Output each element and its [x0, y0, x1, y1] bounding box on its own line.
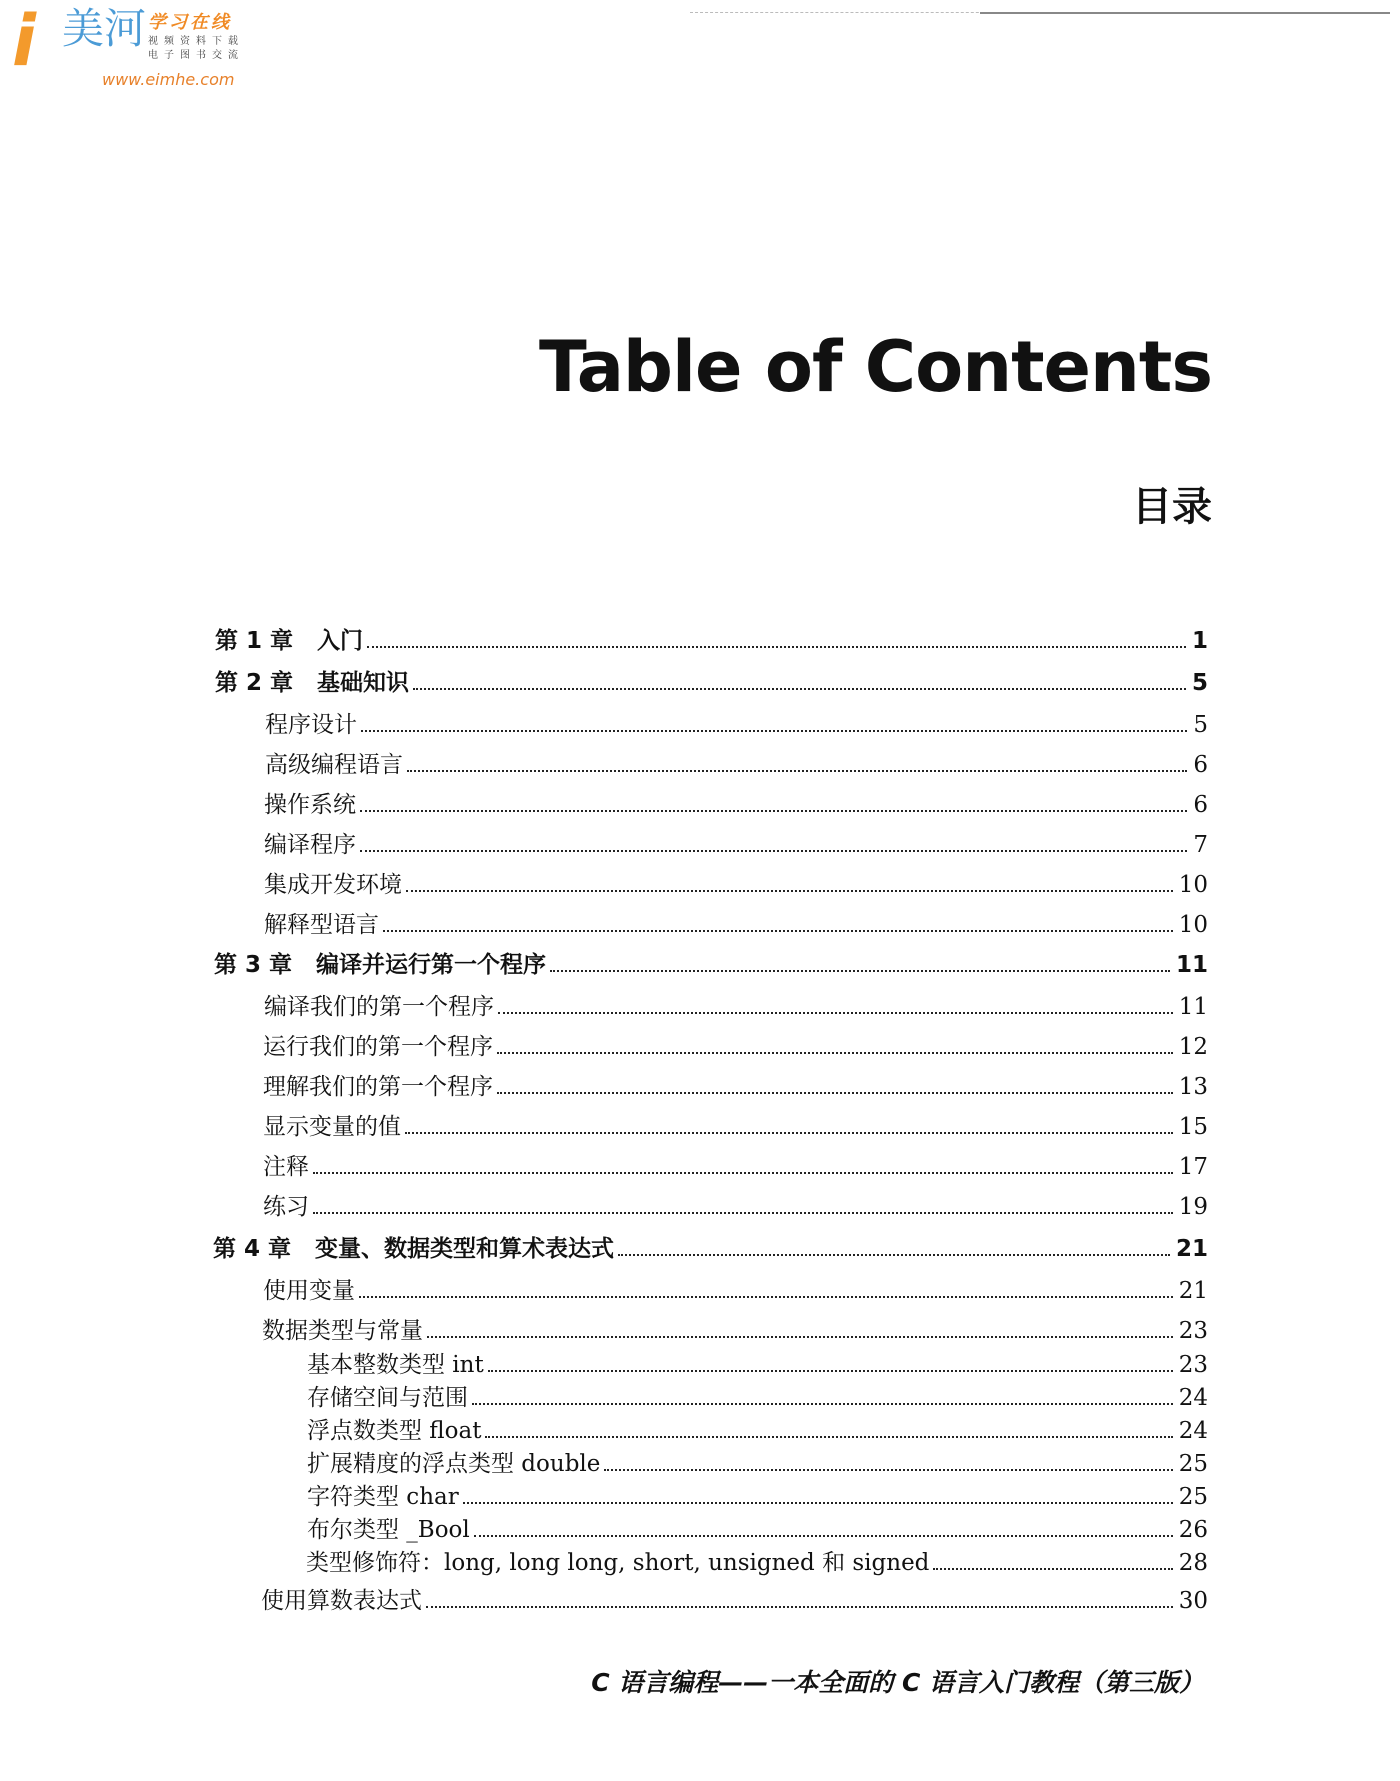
toc-entry-title: 使用算数表达式	[261, 1588, 422, 1614]
toc-section-row	[263, 1108, 1208, 1142]
toc-page-number: 23	[1178, 1352, 1208, 1378]
toc-entry-title: 练习	[263, 1194, 309, 1220]
toc-dot-leader	[427, 1336, 1173, 1338]
toc-section-row	[307, 1445, 1208, 1479]
toc-dot-leader	[550, 970, 1170, 972]
toc-section-row	[263, 1272, 1208, 1306]
toc-page-number: 1	[1191, 628, 1208, 654]
toc-dot-leader	[485, 1436, 1172, 1438]
toc-entry-title: 基本整数类型 int	[307, 1352, 484, 1378]
toc-entry-title: 操作系统	[264, 792, 356, 818]
toc-section-row	[264, 988, 1208, 1022]
toc-dot-leader	[406, 890, 1173, 892]
toc-section-row	[263, 1148, 1208, 1182]
toc-entry-title: 运行我们的第一个程序	[263, 1034, 493, 1060]
toc-entry-title: 高级编程语言	[265, 752, 403, 778]
toc-page-number: 7	[1193, 832, 1208, 858]
toc-page-number: 11	[1178, 994, 1208, 1020]
toc-chapter-number: 第 2 章	[215, 670, 294, 696]
toc-dot-leader	[463, 1502, 1173, 1504]
toc-dot-leader	[618, 1254, 1170, 1256]
toc-section-row	[263, 1068, 1208, 1102]
toc-page-number: 17	[1178, 1154, 1208, 1180]
toc-chapter-row	[213, 1230, 1208, 1264]
toc-dot-leader	[383, 930, 1173, 932]
toc-dot-leader	[413, 688, 1186, 690]
toc-dot-leader	[488, 1370, 1173, 1372]
toc-dot-leader	[472, 1403, 1173, 1405]
toc-entry-title: 数据类型与常量	[262, 1318, 423, 1344]
toc-chapter-number: 第 3 章	[214, 952, 293, 978]
watermark-logo	[6, 2, 246, 92]
toc-entry-title: 基础知识	[317, 670, 409, 696]
toc-section-row	[264, 866, 1208, 900]
toc-dot-leader	[498, 1012, 1173, 1014]
toc-entry-title: 入门	[317, 628, 363, 654]
toc-chapter-row	[214, 946, 1208, 980]
toc-page-number: 13	[1178, 1074, 1208, 1100]
toc-entry-title: 扩展精度的浮点类型 double	[307, 1451, 601, 1477]
toc-dot-leader	[360, 810, 1187, 812]
logo-tagline: 学习在线	[148, 12, 232, 33]
toc-section-row	[307, 1511, 1208, 1545]
toc-page-number: 25	[1178, 1484, 1208, 1510]
page-title: Table of Contents	[538, 326, 1212, 408]
toc-page-number: 24	[1178, 1418, 1208, 1444]
logo-url: www.eimhe.com	[102, 70, 235, 89]
toc-section-row	[263, 1188, 1208, 1222]
toc-section-row	[307, 1346, 1208, 1380]
toc-dot-leader	[497, 1052, 1173, 1054]
scan-edge-line	[980, 12, 1390, 14]
toc-page-number: 24	[1178, 1385, 1208, 1411]
toc-entry-title: 类型修饰符：long, long long, short, unsigned 和 signed	[306, 1550, 930, 1576]
page-subtitle: 目录	[1132, 484, 1212, 530]
toc-page-number: 30	[1178, 1588, 1208, 1614]
toc-dot-leader	[313, 1212, 1173, 1214]
toc-entry-title: 程序设计	[265, 712, 357, 738]
toc-page-number: 26	[1178, 1517, 1208, 1543]
toc-dot-leader	[367, 646, 1186, 648]
toc-section-row	[306, 1544, 1208, 1578]
toc-dot-leader	[426, 1606, 1173, 1608]
toc-section-row	[263, 1028, 1208, 1062]
toc-entry-title: 解释型语言	[264, 912, 379, 938]
toc-dot-leader	[497, 1092, 1173, 1094]
toc-section-row	[264, 906, 1208, 940]
toc-dot-leader	[313, 1172, 1173, 1174]
toc-entry-title: 编译我们的第一个程序	[264, 994, 494, 1020]
toc-page-number: 6	[1193, 792, 1208, 818]
toc-entry-title: 使用变量	[263, 1278, 355, 1304]
toc-entry-title: 变量、数据类型和算术表达式	[315, 1236, 614, 1262]
toc-chapter-number: 第 4 章	[213, 1236, 292, 1262]
toc-dot-leader	[405, 1132, 1173, 1134]
toc-page-number: 11	[1175, 952, 1208, 978]
toc-chapter-number: 第 1 章	[215, 628, 294, 654]
logo-sub-2: 电子图书交流	[148, 50, 244, 61]
toc-page-number: 5	[1193, 712, 1208, 738]
footer-book-title: C 语言编程——一本全面的 C 语言入门教程（第三版）	[591, 1668, 1204, 1697]
toc-page-number: 28	[1178, 1550, 1208, 1576]
toc-entry-title: 字符类型 char	[307, 1484, 459, 1510]
toc-page-number: 21	[1175, 1236, 1208, 1262]
toc-section-row	[262, 1312, 1208, 1346]
toc-entry-title: 集成开发环境	[264, 872, 402, 898]
toc-entry-title: 显示变量的值	[263, 1114, 401, 1140]
toc-dot-leader	[933, 1568, 1172, 1570]
toc-dot-leader	[359, 1296, 1173, 1298]
toc-section-row	[307, 1412, 1208, 1446]
toc-entry-title: 理解我们的第一个程序	[263, 1074, 493, 1100]
toc-section-row	[261, 1582, 1208, 1616]
toc-page-number: 6	[1193, 752, 1208, 778]
toc-dot-leader	[361, 730, 1187, 732]
toc-entry-title: 编译程序	[264, 832, 356, 858]
toc-section-row	[307, 1379, 1208, 1413]
toc-entry-title: 浮点数类型 float	[307, 1418, 482, 1444]
toc-page-number: 19	[1178, 1194, 1208, 1220]
toc-page-number: 23	[1178, 1318, 1208, 1344]
toc-dot-leader	[407, 770, 1187, 772]
toc-section-row	[265, 746, 1208, 780]
toc-entry-title: 布尔类型 _Bool	[307, 1517, 470, 1543]
toc-dot-leader	[474, 1535, 1173, 1537]
toc-page-number: 12	[1178, 1034, 1208, 1060]
logo-sub-1: 视频资料下载	[148, 36, 244, 47]
toc-section-row	[264, 826, 1208, 860]
toc-section-row	[307, 1478, 1208, 1512]
toc-chapter-row	[215, 622, 1208, 656]
toc-page-number: 10	[1178, 872, 1208, 898]
logo-i-glyph: i	[12, 0, 36, 82]
toc-entry-title: 编译并运行第一个程序	[316, 952, 546, 978]
toc-page-number: 15	[1178, 1114, 1208, 1140]
toc-dot-leader	[604, 1469, 1172, 1471]
toc-entry-title: 存储空间与范围	[307, 1385, 468, 1411]
toc-page-number: 25	[1178, 1451, 1208, 1477]
toc-page-number: 10	[1178, 912, 1208, 938]
toc-page-number: 21	[1178, 1278, 1208, 1304]
toc-entry-title: 注释	[263, 1154, 309, 1180]
toc-page-number: 5	[1191, 670, 1208, 696]
toc-chapter-row	[215, 664, 1208, 698]
toc-dot-leader	[360, 850, 1187, 852]
toc-section-row	[264, 786, 1208, 820]
logo-brand: 美河	[62, 4, 147, 53]
toc-section-row	[265, 706, 1208, 740]
